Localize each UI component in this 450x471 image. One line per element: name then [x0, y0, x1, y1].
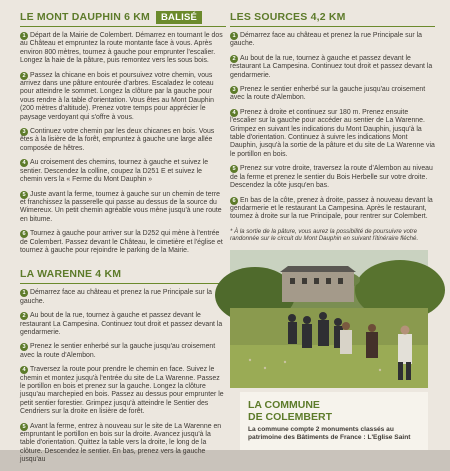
commune-title: LA COMMUNE DE COLEMBERT — [248, 399, 332, 423]
steps-list-warenne — [20, 289, 226, 464]
step-text: Prenez sur votre droite, traversez la route d'Alembon au niveau de la ferme et prenez le sentier du Bois Herbelle sur votre droite. Descendez la côte jusqu'en bas. — [230, 165, 433, 190]
section-title-warenne: LA WARENNE 4 KM — [20, 268, 122, 281]
hikers-photo — [230, 250, 428, 388]
step-number-badge: 4 — [230, 109, 238, 117]
step-number-badge: 1 — [230, 32, 238, 40]
route-step — [20, 289, 226, 306]
commune-text: La commune compte 2 monuments classés au patrimoine des Bâtiments de France : L'Eglise Saint — [248, 426, 411, 441]
step-number-badge: 5 — [20, 423, 28, 431]
step-number-badge: 1 — [20, 32, 28, 40]
step-number-badge: 5 — [20, 191, 28, 199]
step-number-badge: 3 — [20, 128, 28, 136]
step-number-badge: 1 — [20, 289, 28, 297]
section-divider — [20, 283, 226, 284]
steps-list-sources — [230, 32, 435, 222]
step-text: Juste avant la ferme, tournez à gauche sur un chemin de terre et franchissez la passerelle qui passe au dessus de la source du Wimereux. Un petit chemin agréable vous mène jusqu'à une route en bitume. — [20, 190, 222, 223]
step-number-badge: 4 — [20, 159, 28, 167]
steps-list-mont-dauphin — [20, 32, 226, 255]
step-text: En bas de la côte, prenez à droite, passez à nouveau devant la gendarmerie et le restaurant La Campesina. Après le restaurant, tournez à droite sur la rue Principale, pour rentrer sur Colembert. — [230, 196, 433, 221]
route-step — [230, 197, 435, 222]
step-text: Passez la chicane en bois et poursuivez votre chemin, vous arrivez dans une pâture entourée d'arbres. Escaladez le coteau pour atteindre le sommet. Longez la clôture par la gauche pour vous rendre à la table d'orientation. Vous êtes au Mont Dauphin (200 mètres d'altitude). Prenez votre temps pour apprécier le paysage verdoyant qui s'offre à vous. — [20, 71, 214, 121]
route-step — [20, 72, 226, 122]
route-step — [20, 343, 226, 360]
step-text: Démarrez face au château et prenez la rue Principale sur la gauche. — [230, 32, 422, 48]
section-divider — [230, 26, 435, 27]
balise-badge: BALISÉ — [156, 11, 202, 24]
section-title-mont-dauphin: LE MONT DAUPHIN 6 KM BALISÉ — [20, 10, 226, 24]
step-number-badge: 5 — [230, 165, 238, 173]
route-step — [230, 165, 435, 190]
route-step — [230, 32, 435, 49]
step-text: Au bout de la rue, tournez à gauche et passez devant le restaurant La Campesina. Continuez tout droit et passez devant la gendarmerie. — [230, 54, 433, 79]
step-text: Continuez votre chemin par les deux chicanes en bois. Vous êtes à la lisière de la forêt, empruntez à gauche une large allée composée de hêtres. — [20, 128, 215, 152]
step-number-badge: 6 — [230, 197, 238, 205]
step-text: Avant la ferme, entrez à nouveau sur le site de La Warenne en empruntant le portillon en bois sur la droite. Avancez jusqu'à la table d'orientation. Quittez la table vers la droite, le long de la clôture. Descendez le sentier. En bas, prenez vers la gauche jusqu'au — [20, 422, 222, 464]
route-step — [230, 55, 435, 80]
route-step — [230, 86, 435, 103]
step-number-badge: 2 — [20, 312, 28, 320]
left-column — [20, 10, 226, 471]
route-step — [20, 128, 226, 153]
route-step — [20, 32, 226, 66]
step-text: Démarrez face au château et prenez la rue Principale sur la gauche. — [20, 289, 212, 305]
route-step — [20, 366, 226, 416]
commune-box — [240, 392, 428, 450]
photo-illustration — [230, 250, 428, 388]
step-number-badge: 2 — [20, 72, 28, 80]
step-number-badge: 2 — [230, 55, 238, 63]
section-divider — [20, 26, 226, 27]
route-step — [20, 191, 226, 225]
route-step — [20, 159, 226, 184]
route-step — [20, 423, 226, 465]
step-number-badge: 3 — [230, 86, 238, 94]
step-text: Tournez à gauche pour arriver sur la D252 qui mène à l'entrée de Colembert. Passez devant le Château, le cimetière et l'église et tournez à gauche pour rejoindre le parking de la Mairie. — [20, 230, 223, 254]
step-number-badge: 6 — [20, 230, 28, 238]
step-text: Au croisement des chemins, tournez à gauche et suivez le sentier. Descendez la colline, coupez la D251 E et suivez le chemin vers la « Ferme du Mont Dauphin » — [20, 159, 209, 184]
step-text: Prenez à droite et continuez sur 180 m. Prenez ensuite l'escalier sur la gauche pour accéder au sentier de La Warenne. Grimpez en suivant les indications du Mont Dauphin, jusqu'à la table d'orientation. Continuez à suivre les indications Mont Dauphin, jusqu'à la sortie de la pâture et du site de La Warenne via le portillon en bois. — [230, 108, 435, 158]
route-step — [20, 312, 226, 337]
step-text: Traversez la route pour prendre le chemin en face. Suivez le chemin et montez jusqu'à l'entrée du site de La Warenne. Passez le portillon en bois et prenez sur la gauche. Longez la clôture jusqu'au marchepied en bois. Passez au dessus pour emprunter le petit sentier forestier. Grimpez jusqu'à atteindre le Sentier des Cendriers sur la droite en lisière de forêt. — [20, 366, 224, 416]
step-text: Prenez le sentier enherbé sur la gauche jusqu'au croisement avec la route d'Alembon. — [230, 86, 426, 102]
step-text: Départ de la Mairie de Colembert. Démarrez en tournant le dos au Château et empruntez la route montante face à vous. Après environ 800 mètres, tournez à gauche pour emprunter l'escalier. Longez la haie de la pâture, puis remontez vers les sous bois. — [20, 32, 223, 65]
route-step — [20, 230, 226, 255]
right-column — [230, 10, 435, 249]
step-number-badge: 4 — [20, 366, 28, 374]
step-text: Prenez le sentier enherbé sur la gauche jusqu'au croisement avec la route d'Alembon. — [20, 343, 216, 359]
route-step — [230, 109, 435, 159]
sources-note: * À la sortie de la pâture, vous aurez la possibilité de poursuivre votre randonnée sur le circuit du Mont Dauphin en suivant l'itinéraire fléché. — [230, 227, 419, 243]
step-text: Au bout de la rue, tournez à gauche et passez devant le restaurant La Campesina. Continuez tout droit et passez devant la gendarmerie. — [20, 312, 223, 336]
section-title-sources: LES SOURCES 4,2 KM — [230, 11, 346, 23]
step-number-badge: 3 — [20, 343, 28, 351]
